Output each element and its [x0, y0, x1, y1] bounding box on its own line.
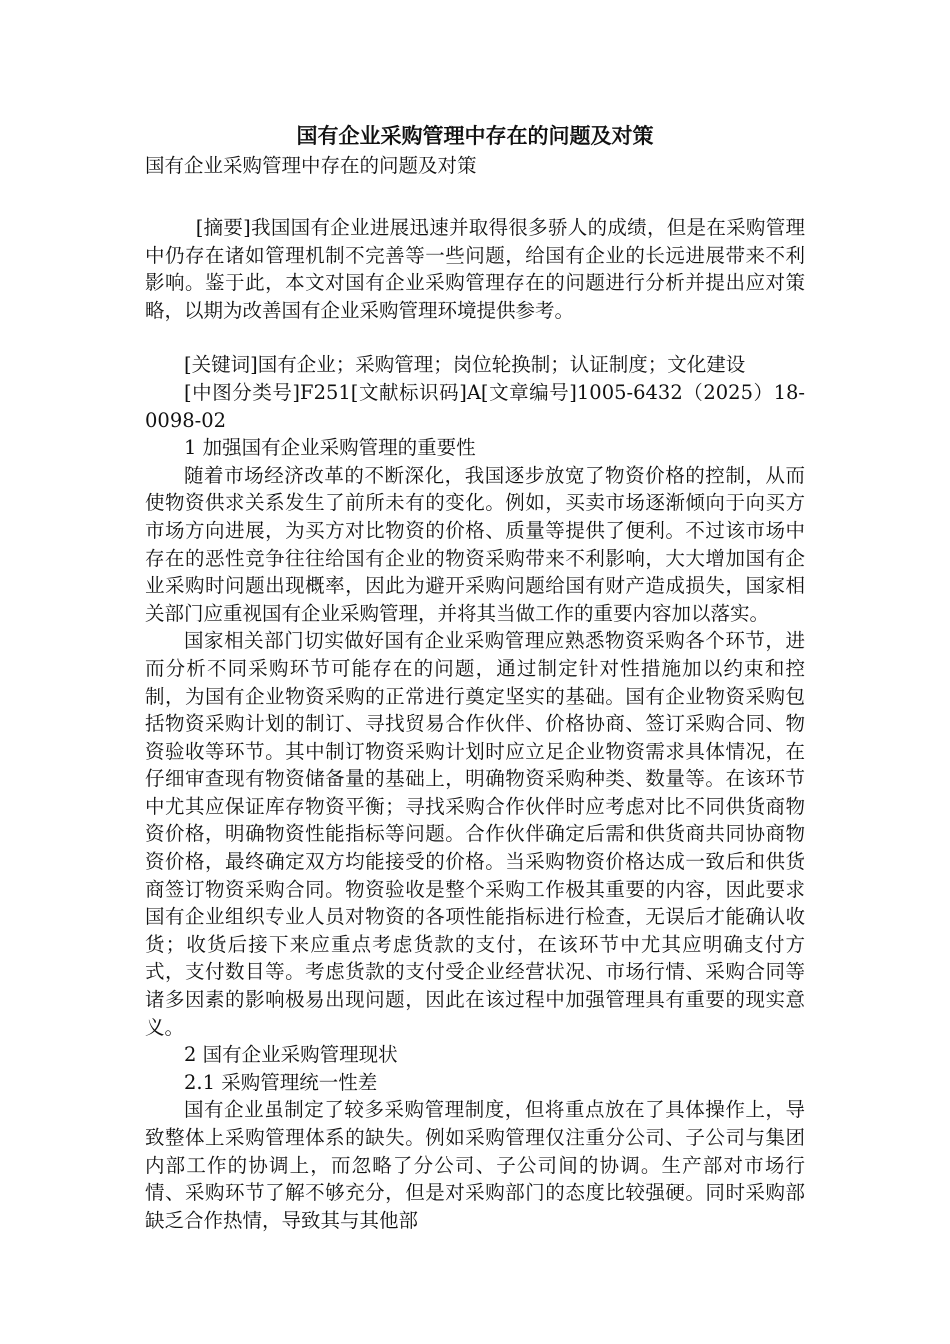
- section-heading-2: 2 国有企业采购管理现状: [184, 1043, 398, 1067]
- document-title: 国有企业采购管理中存在的问题及对策: [296, 123, 654, 148]
- keywords-paragraph: [关键词]国有企业；采购管理；岗位轮换制；认证制度；文化建设: [184, 353, 746, 377]
- body-paragraph: 随着市场经济改革的不断深化，我国逐步放宽了物资价格的控制，从而使物资供求关系发生了前所未有的变化。例如，买卖市场逐渐倾向于向买方市场方向进展，为买方对比物资的价格、质量等提供了便利。不过该市场中存在的恶性竞争往往给国有企业的物资采购带来不利影响，大大增加国有企业采购时问题出现概率，因此为避开采购问题给国有财产造成损失，国家相关部门应重视国有企业采购管理，并将其当做工作的重要内容加以落实。: [145, 463, 805, 625]
- body-paragraph: 国家相关部门切实做好国有企业采购管理应熟悉物资采购各个环节，进而分析不同采购环节可能存在的问题，通过制定针对性措施加以约束和控制，为国有企业物资采购的正常进行奠定坚实的基础。国有企业物资采购包括物资采购计划的制订、寻找贸易合作伙伴、价格协商、签订采购合同、物资验收等环节。其中制订物资采购计划时应立足企业物资需求具体情况，在仔细审查现有物资储备量的基础上，明确物资采购种类、数量等。在该环节中尤其应保证库存物资平衡；寻找采购合作伙伴时应考虑对比不同供货商物资价格，明确物资性能指标等问题。合作伙伴确定后需和供货商共同协商物资价格，最终确定双方均能接受的价格。当采购物资价格达成一致后和供货商签订物资采购合同。物资验收是整个采购工作极其重要的内容，因此要求国有企业组织专业人员对物资的各项性能指标进行检查，无误后才能确认收货；收货后接下来应重点考虑货款的支付，在该环节中尤其应明确支付方式，支付数目等。考虑货款的支付受企业经营状况、市场行情、采购合同等诸多因素的影响极易出现问题，因此在该过程中加强管理具有重要的现实意义。: [145, 629, 805, 1039]
- subsection-heading-2-1: 2.1 采购管理统一性差: [184, 1070, 378, 1094]
- classification-paragraph: [中图分类号]F251[文献标识码]A[文章编号]1005-6432（2025）18-0098-02: [145, 380, 805, 432]
- body-paragraph: 国有企业虽制定了较多采购管理制度，但将重点放在了具体操作上，导致整体上采购管理体系的缺失。例如采购管理仅注重分公司、子公司与集团内部工作的协调上，而忽略了分公司、子公司间的协调。生产部对市场行情、采购环节了解不够充分，但是对采购部门的态度比较强硬。同时采购部缺乏合作热情，导致其与其他部: [145, 1098, 805, 1232]
- spacer: [145, 324, 805, 351]
- abstract-paragraph: [摘要]我国国有企业进展迅速并取得很多骄人的成绩，但是在采购管理中仍存在诸如管理机制不完善等一些问题，给国有企业的长远进展带来不利影响。鉴于此，本文对国有企业采购管理存在的问题进行分析并提出应对策略，以期为改善国有企业采购管理环境提供参考。: [145, 216, 805, 322]
- document-page: [145, 120, 805, 1234]
- document-subtitle: 国有企业采购管理中存在的问题及对策: [145, 154, 477, 177]
- section-heading-1: 1 加强国有企业采购管理的重要性: [184, 436, 476, 460]
